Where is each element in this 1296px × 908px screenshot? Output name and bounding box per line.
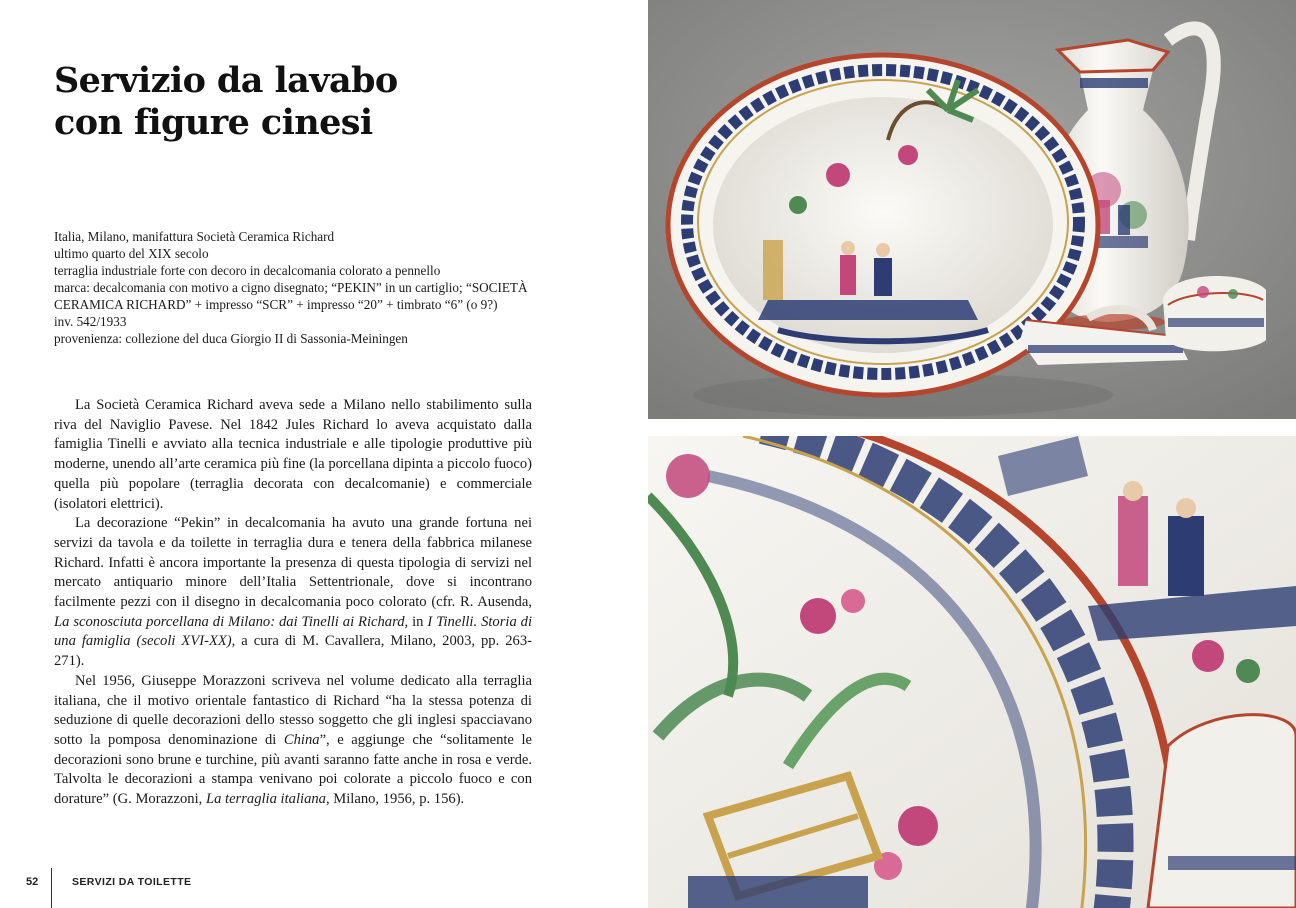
meta-date: ultimo quarto del XIX secolo	[54, 246, 209, 261]
paragraph-3	[54, 672, 532, 810]
photo-detail	[648, 436, 1296, 908]
paragraph-3-text: , Milano, 1956, p. 156).	[325, 791, 465, 808]
section-label: SERVIZI DA TOILETTE	[72, 876, 192, 888]
title-line-2: con figure cinesi	[54, 102, 373, 143]
body-text	[54, 396, 532, 810]
citation-title: La terraglia italiana	[205, 791, 326, 808]
page-number: 52	[26, 876, 39, 888]
wash-set-illustration	[648, 0, 1296, 419]
meta-mark: marca: decalcomania con motivo a cigno disegnato; “PEKIN” in un cartiglio; “SOCIETÀ	[54, 280, 528, 295]
paragraph-3-text: Nel 1956, Giuseppe Morazzoni scriveva nel volume dedicato alla terraglia italiana, che il motivo orientale fantastico di Richard “ha la stessa potenza di seduzione di quelle decorazioni dello stesso soggetto che gli inglesi spacciavano sotto la pomposa denominazione di	[54, 672, 532, 748]
citation-volume: I Tinelli. Storia di una famiglia (secoli XVI-XX)	[54, 613, 533, 650]
meta-material: terraglia industriale forte con decoro in decalcomania colorato a pennello	[54, 263, 441, 278]
meta-origin: Italia, Milano, manifattura Società Ceramica Richard	[54, 229, 335, 244]
meta-inventory: inv. 542/1933	[54, 314, 127, 329]
paragraph-2-text: La decorazione “Pekin” in decalcomania ha avuto una grande fortuna nei servizi da tavola e da toilette in terraglia dura e tenera della fabbrica milanese Richard. Infatti è ancora importante la presenza di questa tipologia di servizi nel mercato antiquario minore dell’Italia Settentrionale, dove si incontrano facilmente pezzi con il disegno in decalcomania poco colorato (cfr. R. Ausenda,	[54, 515, 532, 611]
paragraph-1: La Società Ceramica Richard aveva sede a Milano nello stabilimento sulla riva del Naviglio Pavese. Nel 1842 Jules Richard lo aveva acquistato dalla famiglia Tinelli e avviato alla tecnica industriale e alle tipologie produttive più moderne, unendo all’arte ceramica più fine (la porcellana dipinta a piccolo fuoco) quella più popolare (terraglia decorata con decalcomanie) e commerciale (isolatori elettrici).	[54, 397, 532, 512]
term-china: China	[283, 731, 320, 748]
catalog-metadata	[54, 228, 574, 347]
footer-divider	[51, 868, 52, 908]
citation-title: La sconosciuta porcellana di Milano: dai Tinelli ai Richard	[54, 613, 405, 630]
detail-illustration	[648, 436, 1296, 908]
meta-provenance: provenienza: collezione del duca Giorgio II di Sassonia-Meiningen	[54, 331, 408, 346]
title-line-1: Servizio da lavabo	[54, 60, 398, 101]
paragraph-2-text: , a cura di M. Cavallera, Milano, 2003, pp. 263-271).	[54, 633, 532, 670]
paragraph-3-text: ”, e aggiunge che “solitamente le decorazioni sono brune e turchine, più avanti saranno fatte anche in rosa e verde. Talvolta le decorazioni a stampa venivano poi colorate a piccolo fuoco e con dorature” (G. Morazzoni,	[54, 731, 532, 808]
photo-wash-set	[648, 0, 1296, 419]
meta-mark-continued: CERAMICA RICHARD” + impresso “SCR” + impresso “20” + timbrato “6” (o 9?)	[54, 297, 498, 312]
page-title	[54, 60, 614, 144]
paragraph-2-text: , in	[404, 613, 428, 630]
paragraph-2	[54, 514, 532, 672]
soap-dish-round	[1163, 276, 1266, 351]
